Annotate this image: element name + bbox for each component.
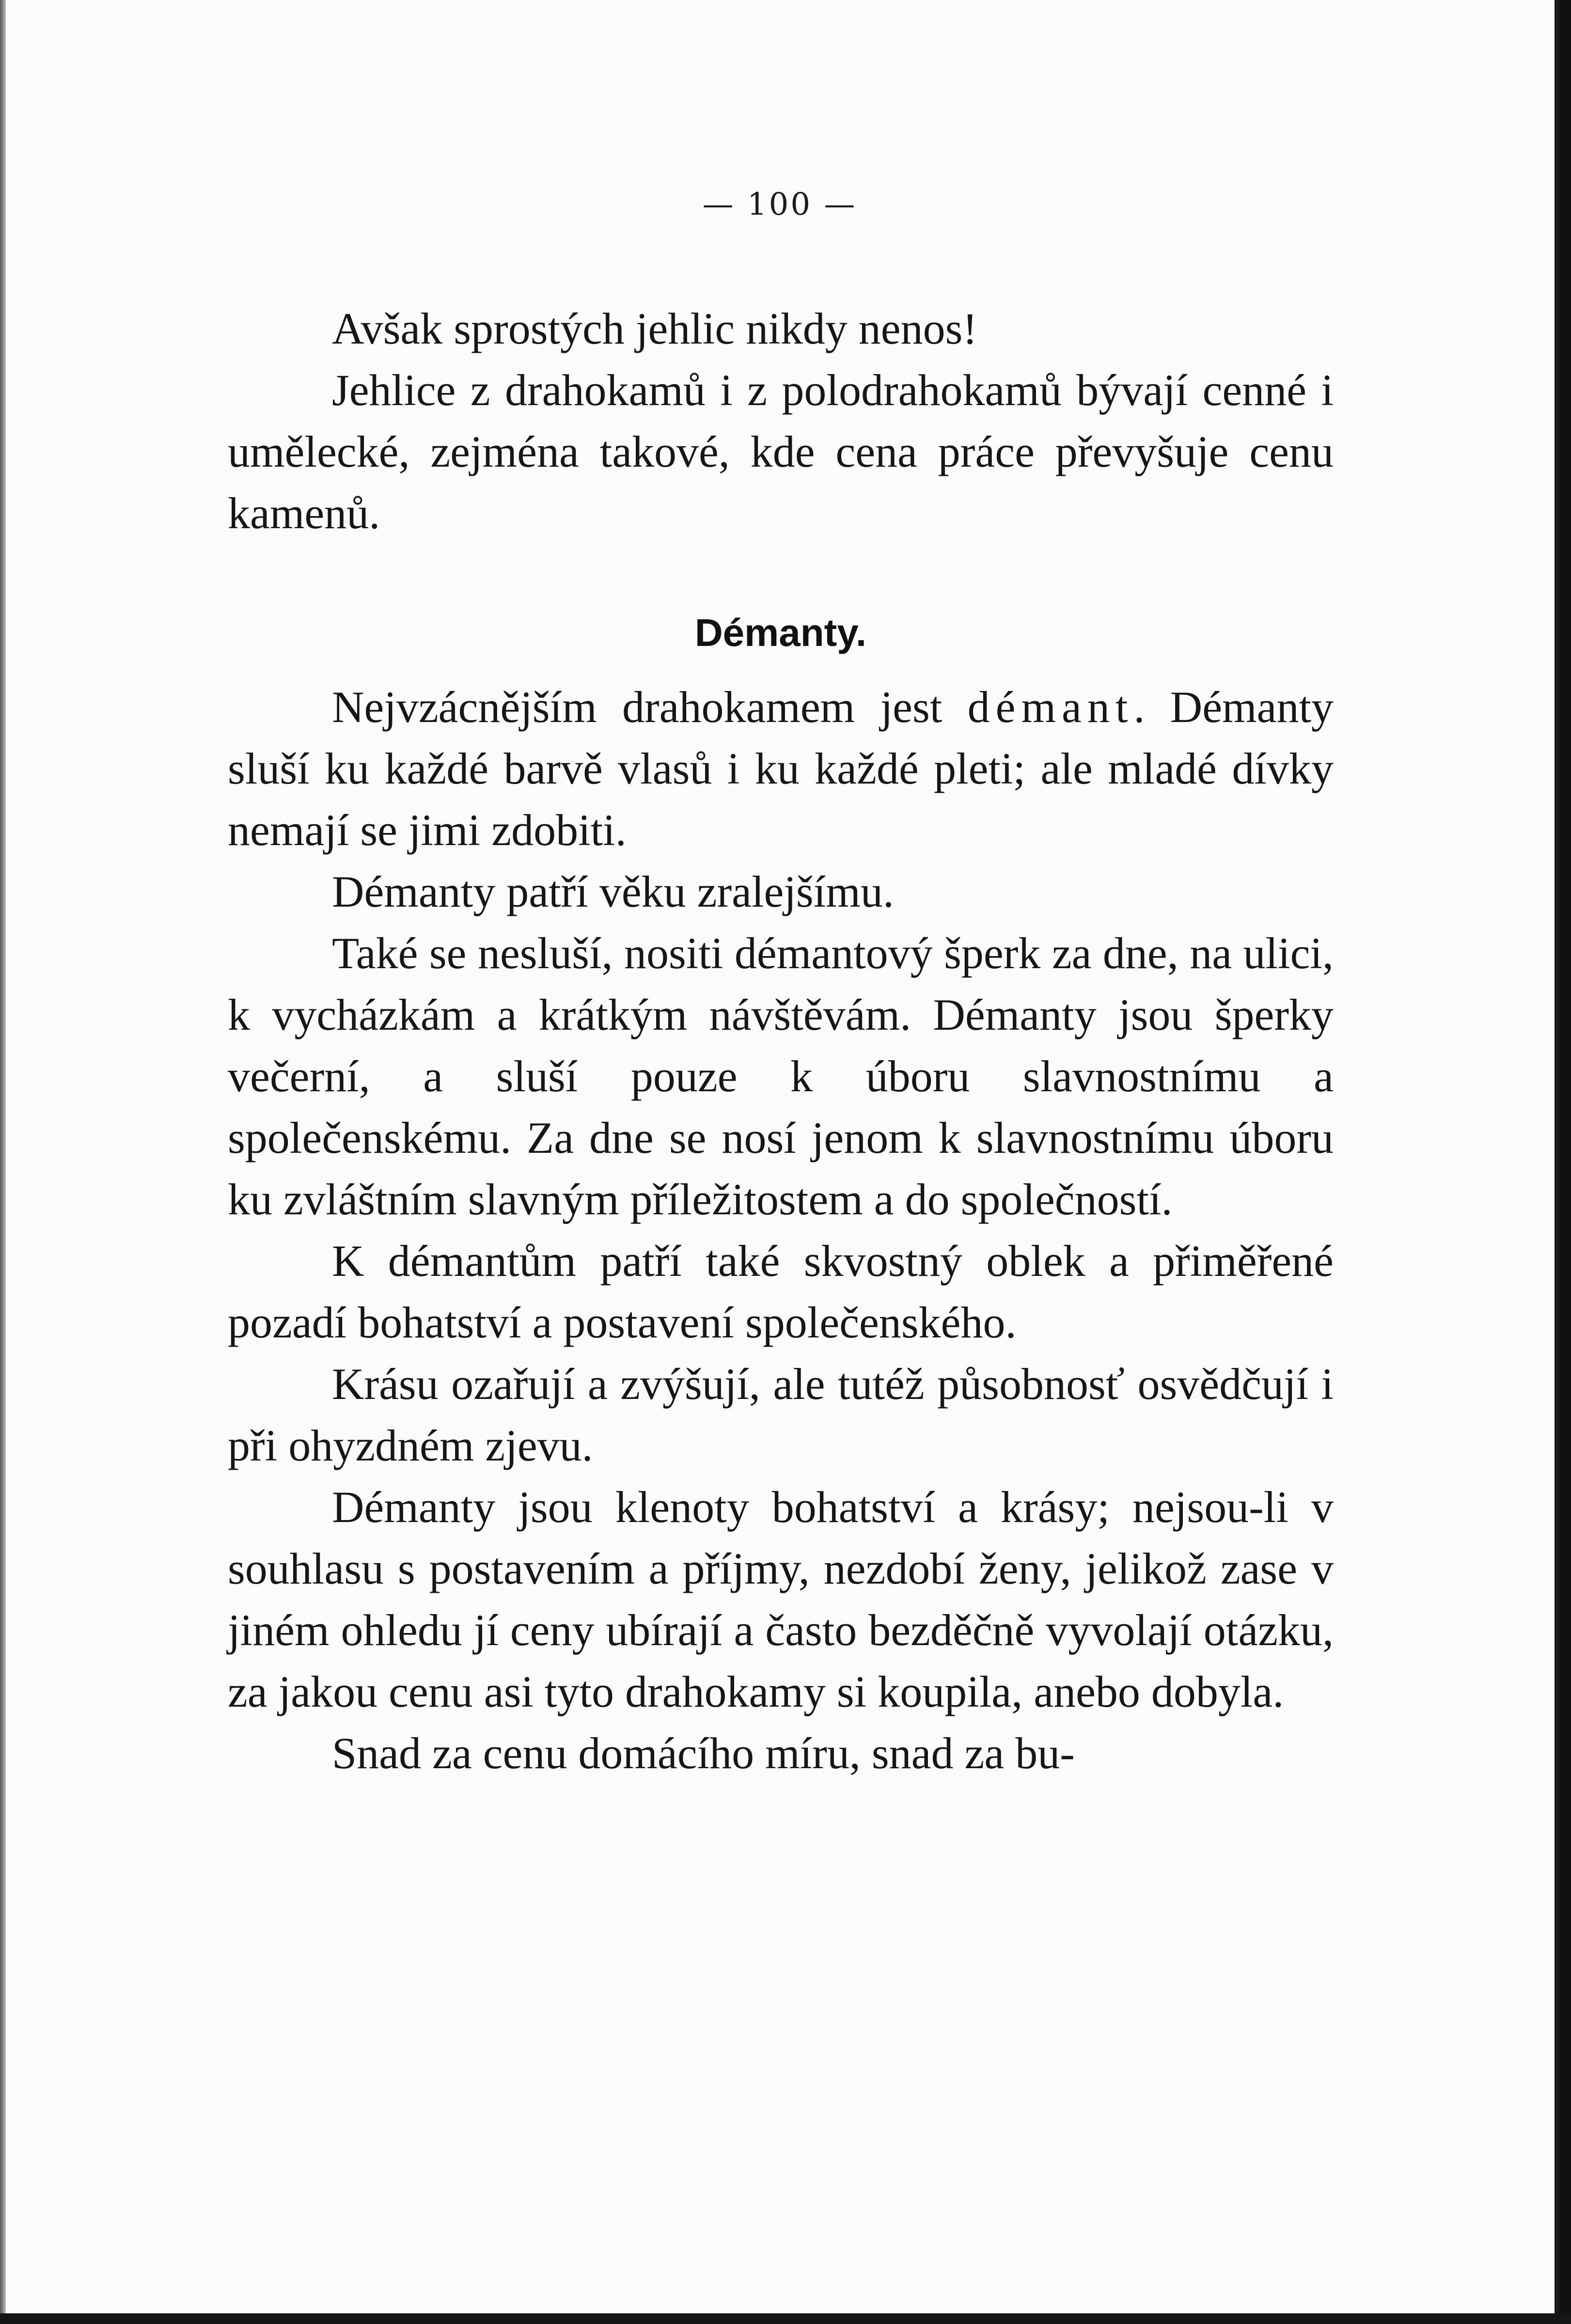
section-heading: Démanty.	[694, 611, 867, 654]
page-body	[228, 298, 1334, 1784]
paragraph: K démantům patří také skvostný oblek a přiměřené pozadí bohatství a postavení společenského.	[228, 1236, 1334, 1347]
page-number: — 100 —	[702, 187, 857, 222]
paragraph: Jehlice z drahokamů i z polodrahokamů bývají cenné i umělecké, zejména takové, kde cena práce převyšuje cenu kamenů.	[228, 365, 1334, 538]
scan-left-edge	[0, 0, 6, 2324]
paragraph: Také se nesluší, nositi démantový šperk za dne, na ulici, k vycházkám a krátkým návštěvám. Démanty jsou šperky večerní, a sluší pouze k úboru slavnostnímu a společenskému. Za dne se nosí jenom k slavnostnímu úboru ku zvláštním slavným příležitostem a do společností.	[228, 928, 1334, 1224]
scan-bottom-edge	[0, 2313, 1571, 2324]
paragraph: Krásu ozařují a zvýšují, ale tutéž působnosť osvědčují i při ohyzdném zjevu.	[228, 1359, 1334, 1470]
emphasized-word: démant	[967, 682, 1134, 732]
paragraph: Snad za cenu domácího míru, snad za bu-	[332, 1728, 1075, 1778]
paragraph-end: . Démanty sluší ku každé barvě vlasů i ku každé pleti; ale mladé dívky nemají se jimi zdobiti.	[228, 682, 1334, 855]
paragraph-start: Nejvzácnějším drahokamem jest	[332, 682, 968, 732]
paragraph: Démanty jsou klenoty bohatství a krásy; nejsou-li v souhlasu s postavením a příjmy, nezdobí ženy, jelikož zase v jiném ohledu jí ceny ubírají a často bezděčně vyvolají otázku, za jakou cenu asi tyto drahokamy si koupila, anebo dobyla.	[228, 1482, 1334, 1716]
paragraph: Avšak sprostých jehlic nikdy nenos!	[332, 304, 978, 353]
paragraph	[228, 676, 1334, 861]
paragraph: Démanty patří věku zralejšímu.	[332, 867, 894, 916]
